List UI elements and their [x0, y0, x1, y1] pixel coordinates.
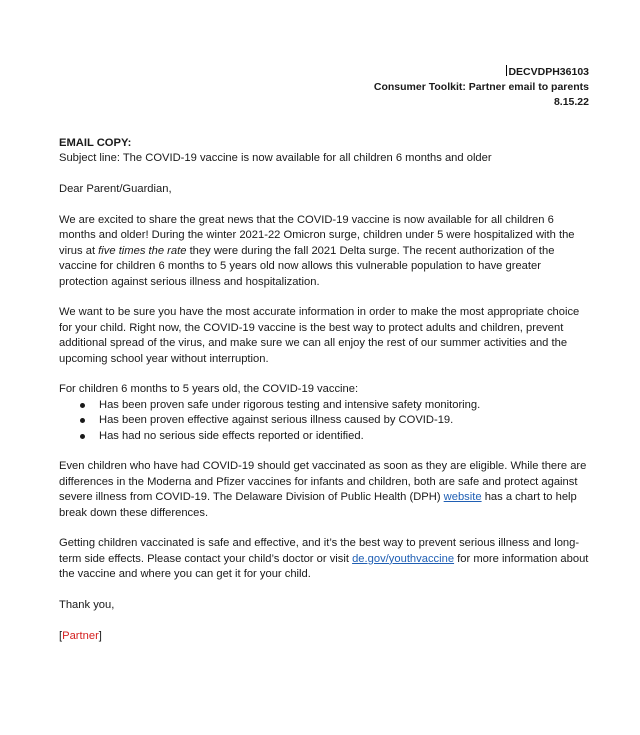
- paragraph-contact: Getting children vaccinated is safe and effective, and it’s the best way to prevent serious illness and long-term side effects. Please contact your child’s doctor or visit de.gov/youthvaccine for more information about the vaccine and where you can get it for your child.: [59, 537, 589, 581]
- document-header: [374, 65, 589, 110]
- youthvaccine-link[interactable]: de.gov/youthvaccine: [352, 552, 455, 565]
- greeting: Dear Parent/Guardian,: [59, 183, 172, 196]
- document-page: [59, 0, 589, 735]
- paragraph-eligibility: Even children who have had COVID-19 should get vaccinated as soon as they are eligible. While there are differences in the Moderna and Pfizer vaccines for infants and children, both are safe and protect against severe illness from COVID-19. The Delaware Division of Public Health (DPH) website has a chart to help break down these differences.: [59, 460, 587, 519]
- vaccine-facts-list: [59, 398, 589, 444]
- signoff: Thank you,: [59, 599, 115, 612]
- paragraph-information: We want to be sure you have the most accurate information in order to make the most appropriate choice for your child. Right now, the COVID-19 vaccine is the best way to protect adults and children, prevent additional spread of the virus, and make sure we can all enjoy the rest of our summer activities and the upcoming school year without interruption.: [59, 306, 580, 365]
- list-item: Has been proven effective against serious illness caused by COVID-19.: [59, 413, 589, 428]
- website-link[interactable]: website: [443, 491, 482, 504]
- subject-line: Subject line: The COVID-19 vaccine is now available for all children 6 months and older: [59, 152, 492, 165]
- email-body: [59, 136, 589, 644]
- paragraph-intro: We are excited to share the great news that the COVID-19 vaccine is now available for all children 6 months and older! During the winter 2021-22 Omicron surge, children under 5 were hospitalized with the virus at five times the rate they were during the fall 2021 Delta surge. The recent authorization of the vaccine for children 6 months to 5 years old now allows this vulnerable population to have greater protection against serious illness and hospitalization.: [59, 214, 575, 288]
- document-date: 8.15.22: [553, 96, 589, 108]
- list-intro: For children 6 months to 5 years old, the COVID-19 vaccine:: [59, 383, 359, 396]
- list-item: Has been proven safe under rigorous testing and intensive safety monitoring.: [59, 398, 589, 413]
- partner-placeholder: [Partner]: [59, 629, 102, 642]
- list-item: Has had no serious side effects reported or identified.: [59, 429, 589, 444]
- document-code: DECVDPH36103: [508, 66, 589, 78]
- toolkit-title: Consumer Toolkit: Partner email to parents: [373, 81, 589, 93]
- email-copy-label: EMAIL COPY:: [59, 137, 132, 149]
